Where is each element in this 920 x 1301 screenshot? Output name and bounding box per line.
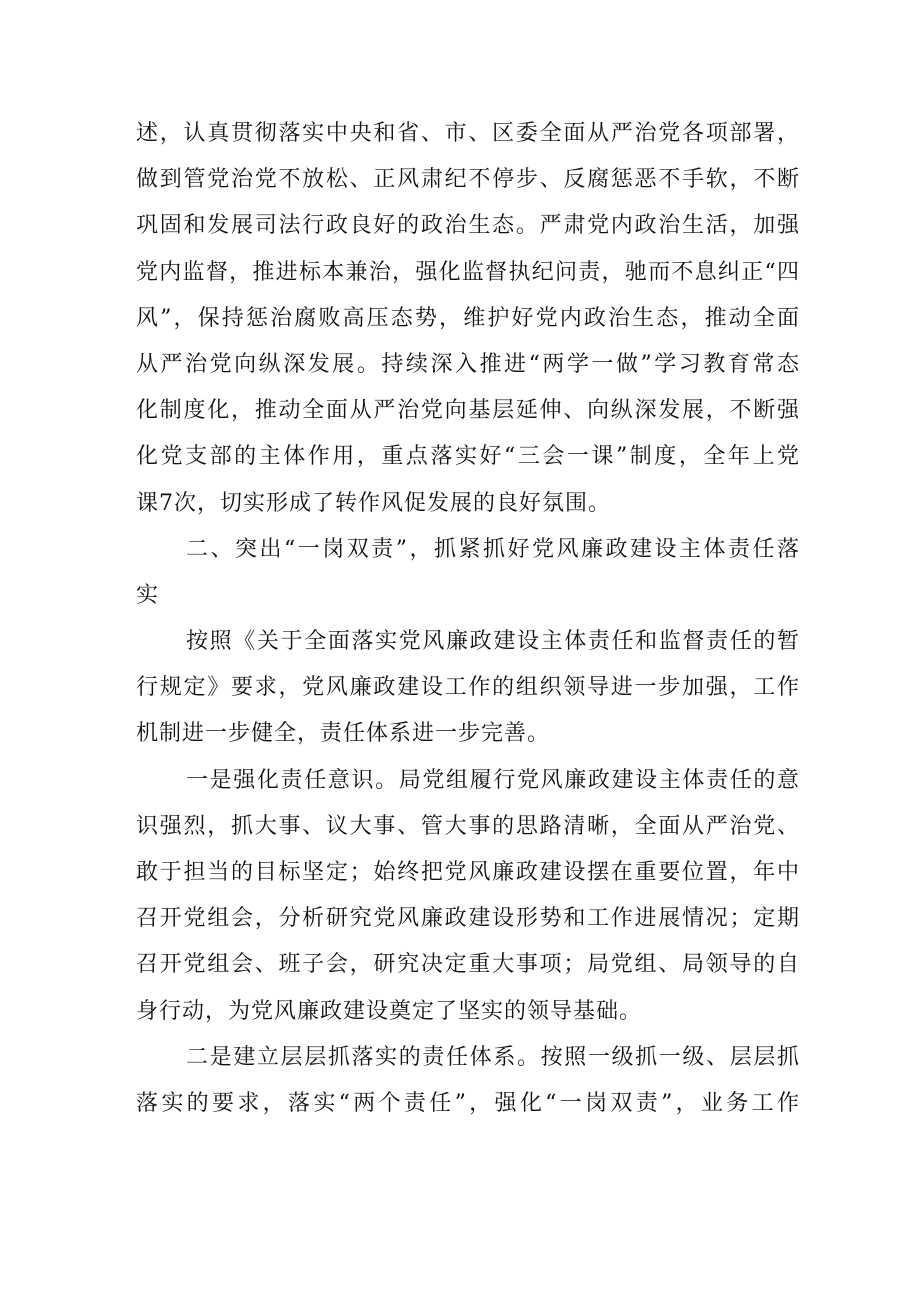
- paragraph-line: 述，认真贯彻落实中央和省、市、区委全面从严治党各项部署，: [136, 121, 800, 146]
- paragraph-line: 机制进一步健全，责任体系进一步完善。: [136, 721, 551, 747]
- paragraph-line: 召开党组会、班子会，研究决定重大事项；局党组、局领导的自: [136, 952, 800, 978]
- paragraph-line: 化党支部的主体作用，重点落实好“三会一课”制度，全年上党: [136, 444, 800, 470]
- paragraph-line: 一是强化责任意识。局党组履行党风廉政建设主体责任的意: [186, 767, 800, 793]
- paragraph-line: 二是建立层层抓落实的责任体系。按照一级抓一级、层层抓: [186, 1044, 800, 1070]
- paragraph-line: 巩固和发展司法行政良好的政治生态。严肃党内政治生活，加强: [136, 213, 800, 239]
- section-heading-line: 二、突出“一岗双责”，抓紧抓好党风廉政建设主体责任落: [186, 536, 800, 562]
- paragraph-line: 课7次，切实形成了转作风促发展的良好氛围。: [136, 490, 611, 516]
- paragraph-line: 党内监督，推进标本兼治，强化监督执纪问责，驰而不息纠正“四: [136, 259, 800, 285]
- paragraph-line: 按照《关于全面落实党风廉政建设主体责任和监督责任的暂: [186, 629, 800, 655]
- paragraph-line: 落实的要求，落实“两个责任”，强化“一岗双责”，业务工作: [136, 1090, 800, 1116]
- paragraph-line: 身行动，为党风廉政建设奠定了坚实的领导基础。: [136, 998, 643, 1024]
- paragraph-line: 召开党组会，分析研究党风廉政建设形势和工作进展情况；定期: [136, 906, 800, 932]
- paragraph-line: 从严治党向纵深发展。持续深入推进“两学一做”学习教育常态: [136, 351, 800, 377]
- paragraph-line: 风”，保持惩治腐败高压态势，维护好党内政治生态，推动全面: [136, 305, 800, 331]
- section-heading-line: 实: [136, 582, 160, 608]
- paragraph-line: 敢于担当的目标坚定；始终把党风廉政建设摆在重要位置，年中: [136, 860, 800, 885]
- paragraph-line: 识强烈，抓大事、议大事、管大事的思路清晰，全面从严治党、: [136, 813, 800, 839]
- paragraph-line: 行规定》要求，党风廉政建设工作的组织领导进一步加强，工作: [136, 675, 800, 701]
- paragraph-line: 化制度化，推动全面从严治党向基层延伸、向纵深发展，不断强: [136, 398, 800, 424]
- paragraph-line: 做到管党治党不放松、正风肃纪不停步、反腐惩恶不手软，不断: [136, 167, 800, 193]
- body-text: [136, 111, 800, 1127]
